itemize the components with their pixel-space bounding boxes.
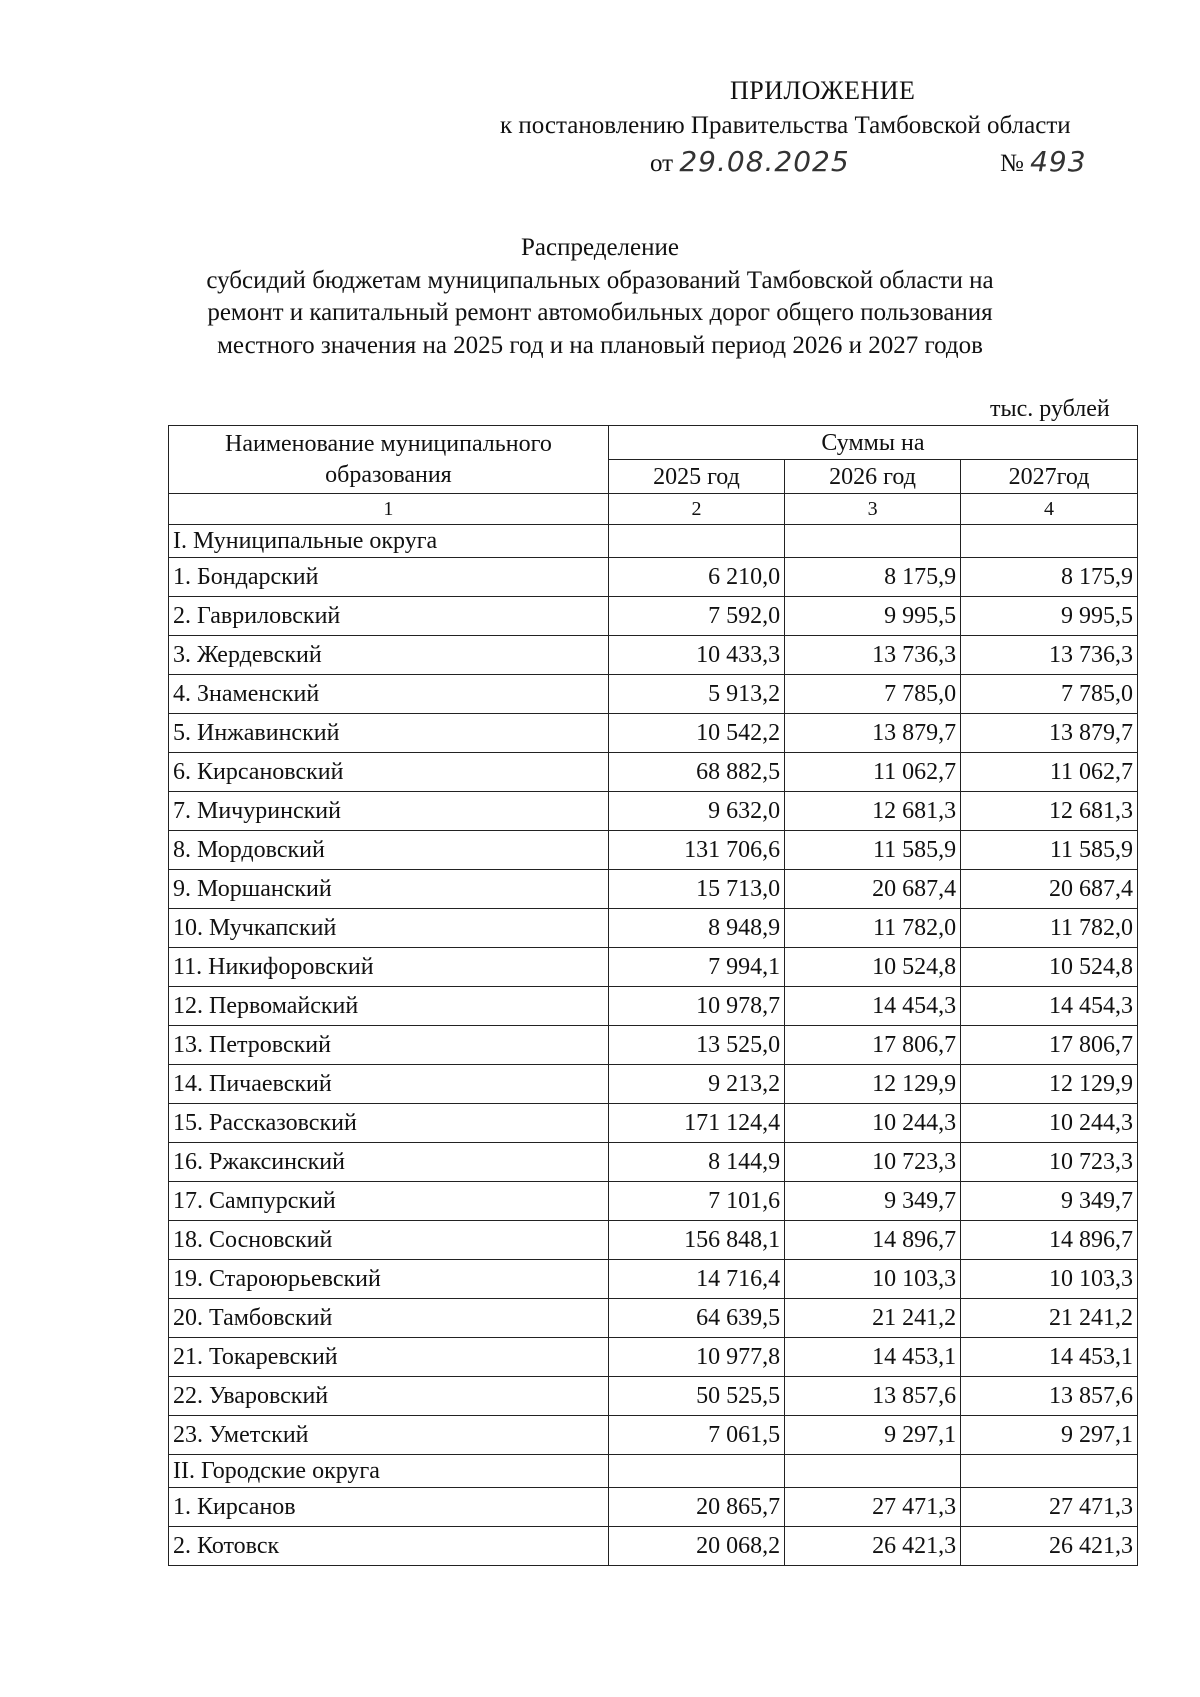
amount-2026: 13 879,7 [785, 714, 961, 753]
amount-2026: 10 723,3 [785, 1143, 961, 1182]
amount-2026: 21 241,2 [785, 1299, 961, 1338]
municipality-name: 1. Кирсанов [169, 1488, 609, 1527]
number-prefix: № [1000, 150, 1024, 177]
table-row [169, 870, 1138, 909]
column-number: 1 [169, 494, 609, 525]
amount-2025: 8 948,9 [608, 909, 784, 948]
municipality-name: 15. Рассказовский [169, 1104, 609, 1143]
amount-2026: 11 782,0 [785, 909, 961, 948]
amount-2026: 14 453,1 [785, 1338, 961, 1377]
decree-reference: к постановлению Правительства Тамбовской области [500, 112, 1071, 139]
municipality-name: 1. Бондарский [169, 558, 609, 597]
table-row [169, 1338, 1138, 1377]
table-row [169, 714, 1138, 753]
municipality-name: 9. Моршанский [169, 870, 609, 909]
table-row [169, 597, 1138, 636]
municipality-name: 4. Знаменский [169, 675, 609, 714]
amount-2025: 64 639,5 [608, 1299, 784, 1338]
amount-2027: 9 349,7 [961, 1182, 1138, 1221]
amount-2025: 10 433,3 [608, 636, 784, 675]
table-row [169, 792, 1138, 831]
subsidy-table [168, 425, 1138, 1566]
municipality-name: 5. Инжавинский [169, 714, 609, 753]
amount-2025: 171 124,4 [608, 1104, 784, 1143]
amount-2025: 68 882,5 [608, 753, 784, 792]
municipality-name: 21. Токаревский [169, 1338, 609, 1377]
empty-cell [608, 525, 784, 558]
column-number: 4 [961, 494, 1138, 525]
title-line-2: субсидий бюджетам муниципальных образований Тамбовской области на [206, 266, 994, 294]
amount-2026: 10 103,3 [785, 1260, 961, 1299]
municipality-name: 8. Мордовский [169, 831, 609, 870]
amount-2026: 13 736,3 [785, 636, 961, 675]
amount-2025: 7 994,1 [608, 948, 784, 987]
amount-2025: 7 061,5 [608, 1416, 784, 1455]
table-body [169, 525, 1138, 1566]
table-row [169, 1104, 1138, 1143]
municipality-name: 10. Мучкапский [169, 909, 609, 948]
table-row [169, 558, 1138, 597]
amount-2025: 9 213,2 [608, 1065, 784, 1104]
municipality-name: 18. Сосновский [169, 1221, 609, 1260]
amount-2025: 10 542,2 [608, 714, 784, 753]
table-row [169, 1488, 1138, 1527]
amount-2025: 7 101,6 [608, 1182, 784, 1221]
table-row [169, 675, 1138, 714]
amount-2027: 21 241,2 [961, 1299, 1138, 1338]
amount-2026: 17 806,7 [785, 1026, 961, 1065]
amount-2027: 11 062,7 [961, 753, 1138, 792]
municipality-name: 16. Ржаксинский [169, 1143, 609, 1182]
amount-2027: 8 175,9 [961, 558, 1138, 597]
handwritten-date: 29.08.2025 [679, 145, 850, 178]
amount-2025: 6 210,0 [608, 558, 784, 597]
amount-2027: 12 681,3 [961, 792, 1138, 831]
table-row [169, 1377, 1138, 1416]
empty-cell [608, 1455, 784, 1488]
amount-2027: 27 471,3 [961, 1488, 1138, 1527]
municipality-name: 2. Гавриловский [169, 597, 609, 636]
municipality-name: 7. Мичуринский [169, 792, 609, 831]
table-row [169, 1143, 1138, 1182]
amount-2027: 10 103,3 [961, 1260, 1138, 1299]
section-title: II. Городские округа [169, 1455, 609, 1488]
table-row [169, 1065, 1138, 1104]
unit-label: тыс. рублей [990, 396, 1110, 422]
empty-cell [785, 1455, 961, 1488]
amount-2026: 10 524,8 [785, 948, 961, 987]
amount-2025: 10 978,7 [608, 987, 784, 1026]
amount-2027: 9 297,1 [961, 1416, 1138, 1455]
title-line-4: местного значения на 2025 год и на плановый период 2026 и 2027 годов [217, 331, 983, 359]
amount-2027: 12 129,9 [961, 1065, 1138, 1104]
table-row [169, 1026, 1138, 1065]
amount-2026: 14 896,7 [785, 1221, 961, 1260]
municipality-name: 11. Никифоровский [169, 948, 609, 987]
table-row [169, 987, 1138, 1026]
amount-2026: 7 785,0 [785, 675, 961, 714]
amount-2026: 9 349,7 [785, 1182, 961, 1221]
amount-2027: 26 421,3 [961, 1527, 1138, 1566]
header-year-2025: 2025 год [608, 460, 784, 494]
municipality-name: 13. Петровский [169, 1026, 609, 1065]
amount-2026: 27 471,3 [785, 1488, 961, 1527]
municipality-name: 6. Кирсановский [169, 753, 609, 792]
amount-2027: 14 896,7 [961, 1221, 1138, 1260]
amount-2025: 5 913,2 [608, 675, 784, 714]
municipality-name: 14. Пичаевский [169, 1065, 609, 1104]
amount-2026: 20 687,4 [785, 870, 961, 909]
table-row [169, 1416, 1138, 1455]
amount-2026: 11 585,9 [785, 831, 961, 870]
header-sums: Суммы на [608, 426, 1137, 460]
amount-2025: 50 525,5 [608, 1377, 784, 1416]
table-row [169, 1299, 1138, 1338]
amount-2026: 12 681,3 [785, 792, 961, 831]
amount-2025: 14 716,4 [608, 1260, 784, 1299]
municipality-name: 17. Сампурский [169, 1182, 609, 1221]
amount-2027: 14 454,3 [961, 987, 1138, 1026]
decree-number [1000, 145, 1087, 178]
amount-2026: 12 129,9 [785, 1065, 961, 1104]
amount-2027: 10 524,8 [961, 948, 1138, 987]
amount-2025: 15 713,0 [608, 870, 784, 909]
municipality-name: 3. Жердевский [169, 636, 609, 675]
amount-2025: 20 068,2 [608, 1527, 784, 1566]
empty-cell [961, 525, 1138, 558]
header-year-2027: 2027год [961, 460, 1138, 494]
amount-2027: 17 806,7 [961, 1026, 1138, 1065]
municipality-name: 2. Котовск [169, 1527, 609, 1566]
amount-2025: 10 977,8 [608, 1338, 784, 1377]
amount-2025: 9 632,0 [608, 792, 784, 831]
amount-2027: 7 785,0 [961, 675, 1138, 714]
table-row [169, 948, 1138, 987]
amount-2027: 11 585,9 [961, 831, 1138, 870]
amount-2027: 14 453,1 [961, 1338, 1138, 1377]
amount-2026: 8 175,9 [785, 558, 961, 597]
amount-2026: 14 454,3 [785, 987, 961, 1026]
amount-2027: 13 857,6 [961, 1377, 1138, 1416]
amount-2025: 156 848,1 [608, 1221, 784, 1260]
amount-2025: 7 592,0 [608, 597, 784, 636]
amount-2027: 10 244,3 [961, 1104, 1138, 1143]
appendix-title: ПРИЛОЖЕНИЕ [730, 76, 916, 105]
amount-2027: 13 736,3 [961, 636, 1138, 675]
table-row [169, 636, 1138, 675]
empty-cell [785, 525, 961, 558]
section-row [169, 525, 1138, 558]
municipality-name: 19. Староюрьевский [169, 1260, 609, 1299]
date-prefix: от [650, 150, 674, 177]
amount-2027: 11 782,0 [961, 909, 1138, 948]
handwritten-number: 493 [1030, 145, 1087, 178]
amount-2025: 8 144,9 [608, 1143, 784, 1182]
amount-2027: 13 879,7 [961, 714, 1138, 753]
decree-date [650, 145, 850, 178]
table-row [169, 1182, 1138, 1221]
table-row [169, 831, 1138, 870]
header-year-2026: 2026 год [785, 460, 961, 494]
header-name: Наименование муниципального образования [169, 426, 609, 494]
amount-2026: 11 062,7 [785, 753, 961, 792]
table-row [169, 1527, 1138, 1566]
section-row [169, 1455, 1138, 1488]
amount-2027: 10 723,3 [961, 1143, 1138, 1182]
table-row [169, 909, 1138, 948]
municipality-name: 23. Уметский [169, 1416, 609, 1455]
amount-2026: 26 421,3 [785, 1527, 961, 1566]
document-title [150, 232, 1050, 362]
amount-2026: 13 857,6 [785, 1377, 961, 1416]
amount-2027: 9 995,5 [961, 597, 1138, 636]
amount-2026: 10 244,3 [785, 1104, 961, 1143]
amount-2027: 20 687,4 [961, 870, 1138, 909]
amount-2026: 9 297,1 [785, 1416, 961, 1455]
title-line-3: ремонт и капитальный ремонт автомобильных дорог общего пользования [207, 299, 993, 326]
title-line-1: Распределение [521, 234, 679, 261]
municipality-name: 12. Первомайский [169, 987, 609, 1026]
table-row [169, 753, 1138, 792]
municipality-name: 20. Тамбовский [169, 1299, 609, 1338]
table-row [169, 1221, 1138, 1260]
amount-2026: 9 995,5 [785, 597, 961, 636]
amount-2025: 20 865,7 [608, 1488, 784, 1527]
municipality-name: 22. Уваровский [169, 1377, 609, 1416]
empty-cell [961, 1455, 1138, 1488]
column-number: 2 [608, 494, 784, 525]
section-title: I. Муниципальные округа [169, 525, 609, 558]
table-row [169, 1260, 1138, 1299]
amount-2025: 13 525,0 [608, 1026, 784, 1065]
column-number: 3 [785, 494, 961, 525]
amount-2025: 131 706,6 [608, 831, 784, 870]
